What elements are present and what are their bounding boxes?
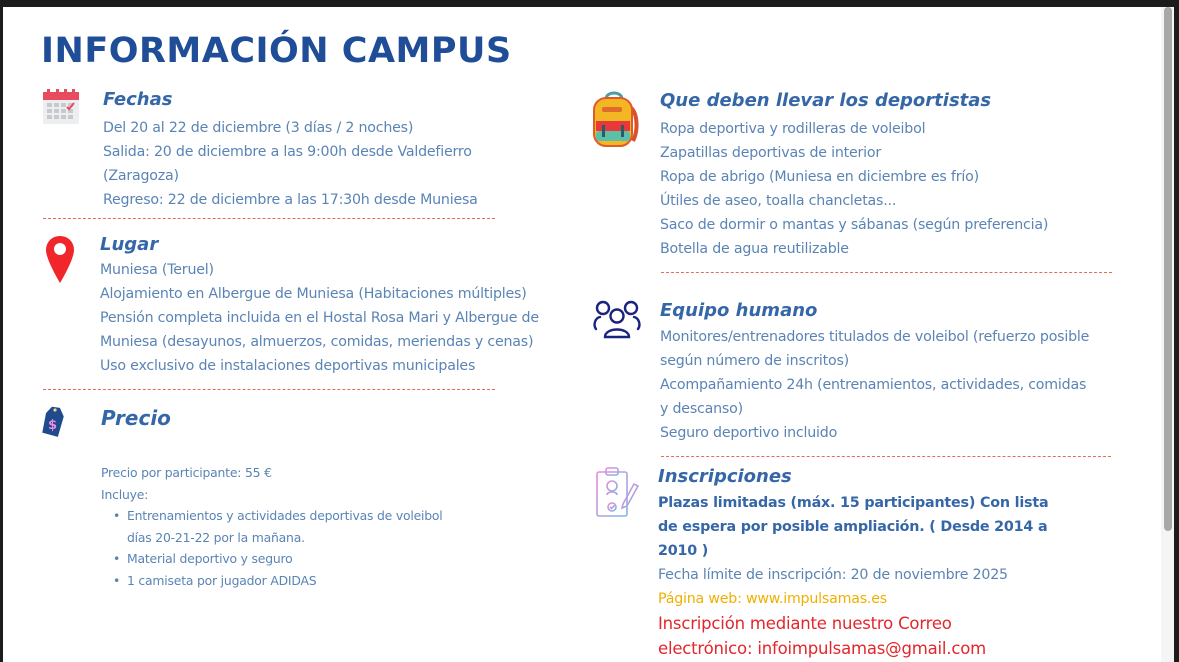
price-line: Precio por participante: 55 €: [101, 465, 272, 480]
text-line: Saco de dormir o mantas y sábanas (según preferencia): [660, 217, 1049, 233]
text-line: Regreso: 22 de diciembre a las 17:30h desde Muniesa: [103, 192, 478, 208]
divider: [661, 272, 1112, 273]
page-title: INFORMACIÓN CAMPUS: [41, 31, 512, 71]
calendar-icon: [42, 88, 80, 126]
text-line: Alojamiento en Albergue de Muniesa (Habitaciones múltiples): [100, 286, 527, 302]
section-inscripciones: [658, 466, 1048, 661]
text-line: Acompañamiento 24h (entrenamientos, actividades, comidas: [660, 377, 1087, 393]
text-line: Pensión completa incluida en el Hostal Rosa Mari y Albergue de: [100, 310, 539, 326]
campus-info-page: [3, 7, 1174, 662]
price-tag-icon: [41, 404, 65, 438]
text-line: Muniesa (Teruel): [100, 262, 214, 278]
text-line: Útiles de aseo, toalla chancletas...: [660, 193, 897, 209]
section-que-llevar: [660, 90, 1048, 261]
text-line: Ropa deportiva y rodilleras de voleibol: [660, 121, 926, 137]
section-precio: [101, 407, 443, 591]
text-line: Salida: 20 de diciembre a las 9:00h desde Valdefierro: [103, 144, 472, 160]
clipboard-form-icon: [595, 466, 639, 518]
email-text: Inscripción mediante nuestro Correo: [658, 614, 952, 633]
text-line: Uso exclusivo de instalaciones deportivas municipales: [100, 358, 476, 374]
window-edge: [1174, 0, 1179, 662]
section-heading: Fechas: [103, 89, 173, 110]
list-item: • 1 camiseta por jugador ADIDAS: [113, 570, 443, 592]
website-link[interactable]: Página web: www.impulsamas.es: [658, 591, 887, 607]
section-fechas: [103, 89, 478, 212]
section-heading: Que deben llevar los deportistas: [660, 90, 992, 111]
text-line: Zapatillas deportivas de interior: [660, 145, 882, 161]
text-line: según número de inscritos): [660, 353, 849, 369]
section-heading: Precio: [101, 406, 171, 430]
section-heading: Equipo humano: [660, 300, 818, 321]
text-line: Botella de agua reutilizable: [660, 241, 849, 257]
includes-label: Incluye:: [101, 486, 149, 502]
section-heading: Inscripciones: [658, 466, 792, 487]
section-lugar: [100, 234, 539, 378]
deadline-text: Fecha límite de inscripción: 20 de noviembre 2025: [658, 567, 1008, 583]
backpack-icon: [589, 89, 641, 149]
list-item: • Entrenamientos y actividades deportivas de voleibol: [113, 505, 443, 527]
list-item-continuation: días 20-21-22 por la mañana.: [127, 529, 305, 545]
list-item: • Material deportivo y seguro: [113, 548, 443, 570]
text-line: (Zaragoza): [103, 168, 179, 184]
divider: [43, 389, 495, 390]
text-line: Monitores/entrenadores titulados de voleibol (refuerzo posible: [660, 329, 1090, 345]
text-line: Muniesa (desayunos, almuerzos, comidas, meriendas y cenas): [100, 334, 534, 350]
section-heading: Lugar: [100, 234, 159, 255]
text-line: Ropa de abrigo (Muniesa en diciembre es frío): [660, 169, 979, 185]
divider: [43, 218, 495, 219]
text-line-bold: Plazas limitadas (máx. 15 participantes) Con lista: [658, 495, 1049, 511]
text-line-bold: 2010 ): [658, 543, 709, 559]
section-equipo-humano: [660, 300, 1089, 445]
email-link[interactable]: electrónico: infoimpulsamas@gmail.com: [658, 639, 986, 658]
svg-text:$: $: [48, 418, 58, 433]
text-line: y descanso): [660, 401, 743, 417]
text-line: Del 20 al 22 de diciembre (3 días / 2 noches): [103, 120, 414, 136]
text-line: Seguro deportivo incluido: [660, 425, 838, 441]
text-line-bold: de espera por posible ampliación. ( Desde 2014 a: [658, 519, 1048, 535]
scrollbar-thumb[interactable]: [1164, 7, 1172, 531]
team-people-icon: [592, 299, 642, 339]
location-pin-icon: [45, 235, 75, 285]
divider: [661, 456, 1111, 457]
